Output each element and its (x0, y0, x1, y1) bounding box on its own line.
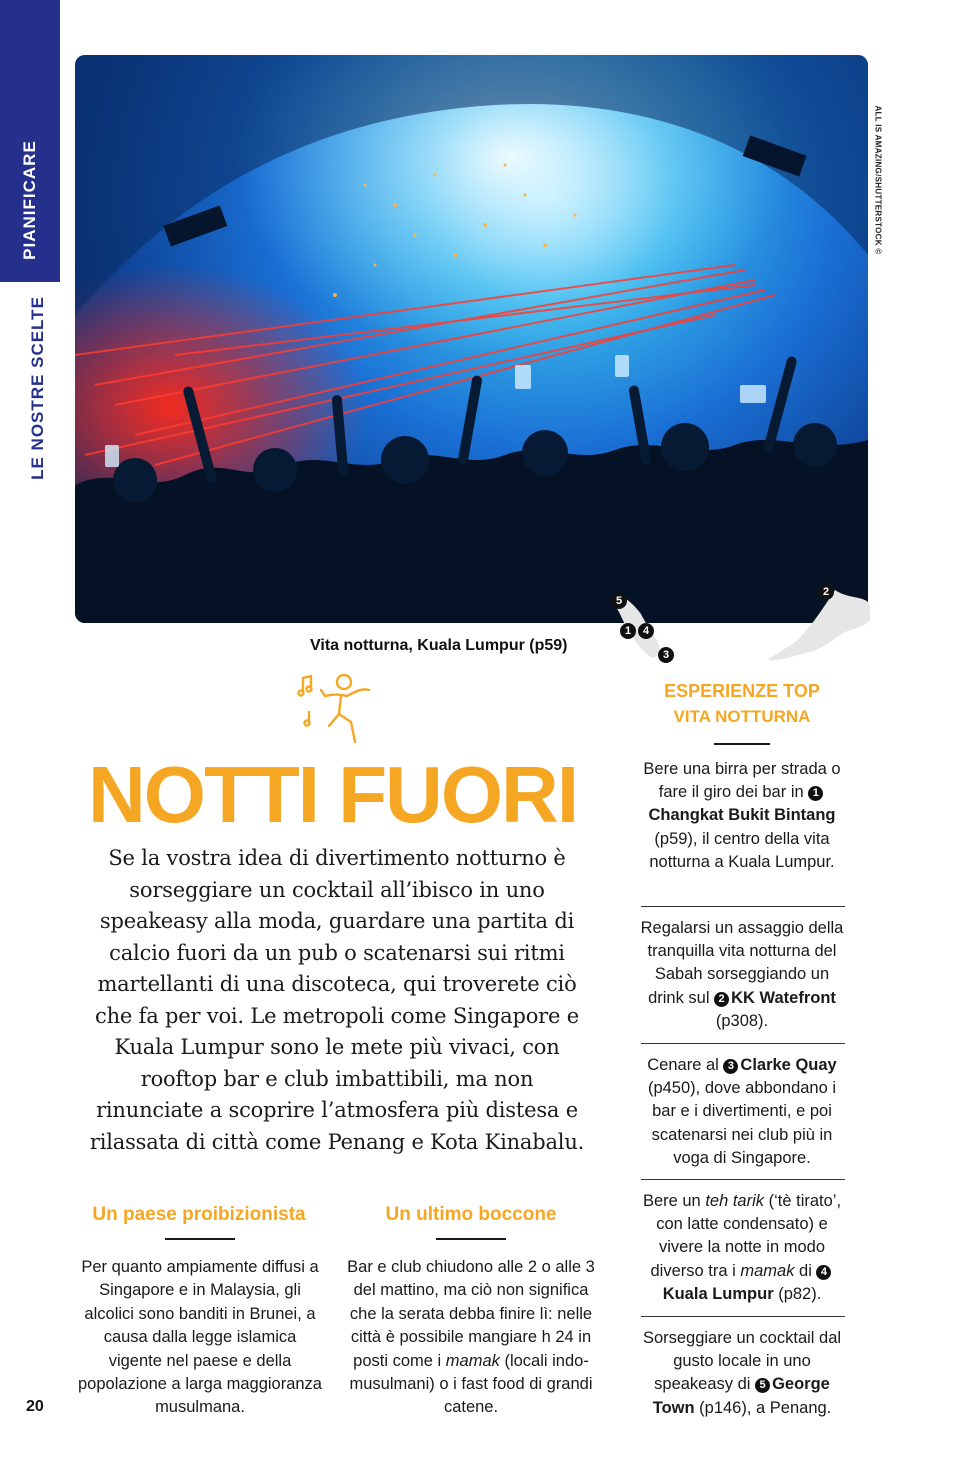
place-name: Changkat Bukit Bintang (648, 806, 836, 825)
sidebar-title-last-bite: Un ultimo boccone (385, 1204, 557, 1225)
nightlife-photo (75, 55, 868, 623)
text-segment: (p450), dove abbondano i bar e i divertimenti, e poi scatenarsi nei club più in voga di Singapore. (647, 1079, 837, 1167)
number-marker: 4 (816, 1265, 831, 1280)
text-segment: (p146), a Penang. (694, 1398, 832, 1417)
section-tab-label: PIANIFICARE (20, 140, 39, 260)
place-name: George Town (652, 1375, 830, 1417)
text-segment: (p82). (773, 1284, 822, 1303)
text-segment: Cenare al (647, 1056, 724, 1074)
text-segment: (locali indo-musulmani) o i fast food di grandi catene. (349, 1351, 593, 1417)
title-rule (714, 743, 770, 745)
number-marker: 5 (755, 1378, 770, 1393)
title-rule (436, 1238, 506, 1240)
italic-term: mamak (740, 1261, 795, 1280)
text-segment: di (794, 1261, 817, 1280)
mini-map (740, 580, 870, 670)
text-segment: Bar e club chiudono alle 2 o alle 3 del mattino, ma ciò non significa che la serata debba finire lì: nelle città è possibile mangiare h 24 in posti come i (347, 1258, 595, 1370)
experiences-subtitle: VITA NOTTURNA (673, 707, 811, 726)
text-segment: Sorseggiare un cocktail dal gusto locale in uno speakeasy di (642, 1329, 842, 1394)
text-segment: Bere una birra per strada o fare il giro dei bar in (643, 760, 841, 802)
text-segment: (p308). (715, 1011, 769, 1030)
text-segment: Regalarsi un assaggio della tranquilla vita notturna del Sabah sorseggiando un drink sul (640, 919, 844, 1007)
photo-credit: ALL IS AMAZING/SHUTTERSTOCK © (873, 105, 883, 255)
number-marker: 3 (723, 1059, 738, 1074)
text-segment: (p59), il centro della vita notturna a Kuala Lumpur. (649, 829, 835, 871)
page-number: 20 (26, 1398, 44, 1415)
map-marker-2: 2 (818, 584, 834, 600)
item-divider (641, 1316, 845, 1317)
dancing-person-icon (295, 668, 377, 748)
title-rule (165, 1238, 235, 1240)
photo-caption: Vita notturna, Kuala Lumpur (p59) (310, 637, 568, 654)
map-marker-1: 1 (620, 623, 636, 639)
experiences-title: ESPERIENZE TOP (664, 681, 820, 701)
italic-term: teh tarik (705, 1192, 765, 1210)
item-divider (641, 1179, 845, 1180)
place-name: Clarke Quay (740, 1056, 837, 1074)
sidebar-text-prohibition: Per quanto ampiamente diffusi a Singapore e in Malaysia, gli alcolici sono banditi in Brunei, a causa dalla legge islamica vigente nel paese e della popolazione a larga maggioranza musulmana. (77, 1258, 322, 1417)
experience-item-4 (636, 1190, 848, 1306)
text-segment: Bere un (642, 1192, 706, 1210)
number-marker: 2 (714, 992, 729, 1007)
experience-item-2 (636, 917, 848, 1033)
intro-paragraph: Se la vostra idea di divertimento notturno è sorseggiare un cocktail all’ibisco in uno speakeasy alla moda, guardare una partita di calcio fuori da un pub o scatenarsi sui ritmi martellanti di una discoteca, qui troverete ciò che fa per voi. Le metropoli come Singapore e Kuala Lumpur sono le mete più vivaci, con rooftop bar e club imbattibili, ma non rinunciate a scoprire l’atmosfera più distesa e rilassata di città come Penang e Kota Kinabalu. (89, 846, 585, 1154)
map-marker-4: 4 (638, 623, 654, 639)
item-divider (641, 1043, 845, 1044)
experience-item-5 (636, 1327, 848, 1420)
number-marker: 1 (808, 786, 823, 801)
map-marker-5: 5 (611, 593, 627, 609)
place-name: Kuala Lumpur (662, 1284, 774, 1303)
item-divider (641, 906, 845, 907)
place-name: KK Watefront (731, 988, 836, 1007)
experience-item-3 (636, 1054, 848, 1170)
text-segment: (‘tè tirato’, con latte condensato) e vivere la notte in modo diverso tra i (650, 1192, 842, 1280)
sidebar-title-prohibition: Un paese proibizionista (92, 1204, 306, 1225)
sidebar-text-last-bite (346, 1256, 596, 1420)
experience-item-1 (636, 758, 848, 874)
italic-term: mamak (445, 1351, 500, 1370)
map-marker-3: 3 (658, 647, 674, 663)
chapter-label: LE NOSTRE SCELTE (28, 296, 47, 480)
page-headline: NOTTI FUORI (88, 750, 578, 839)
